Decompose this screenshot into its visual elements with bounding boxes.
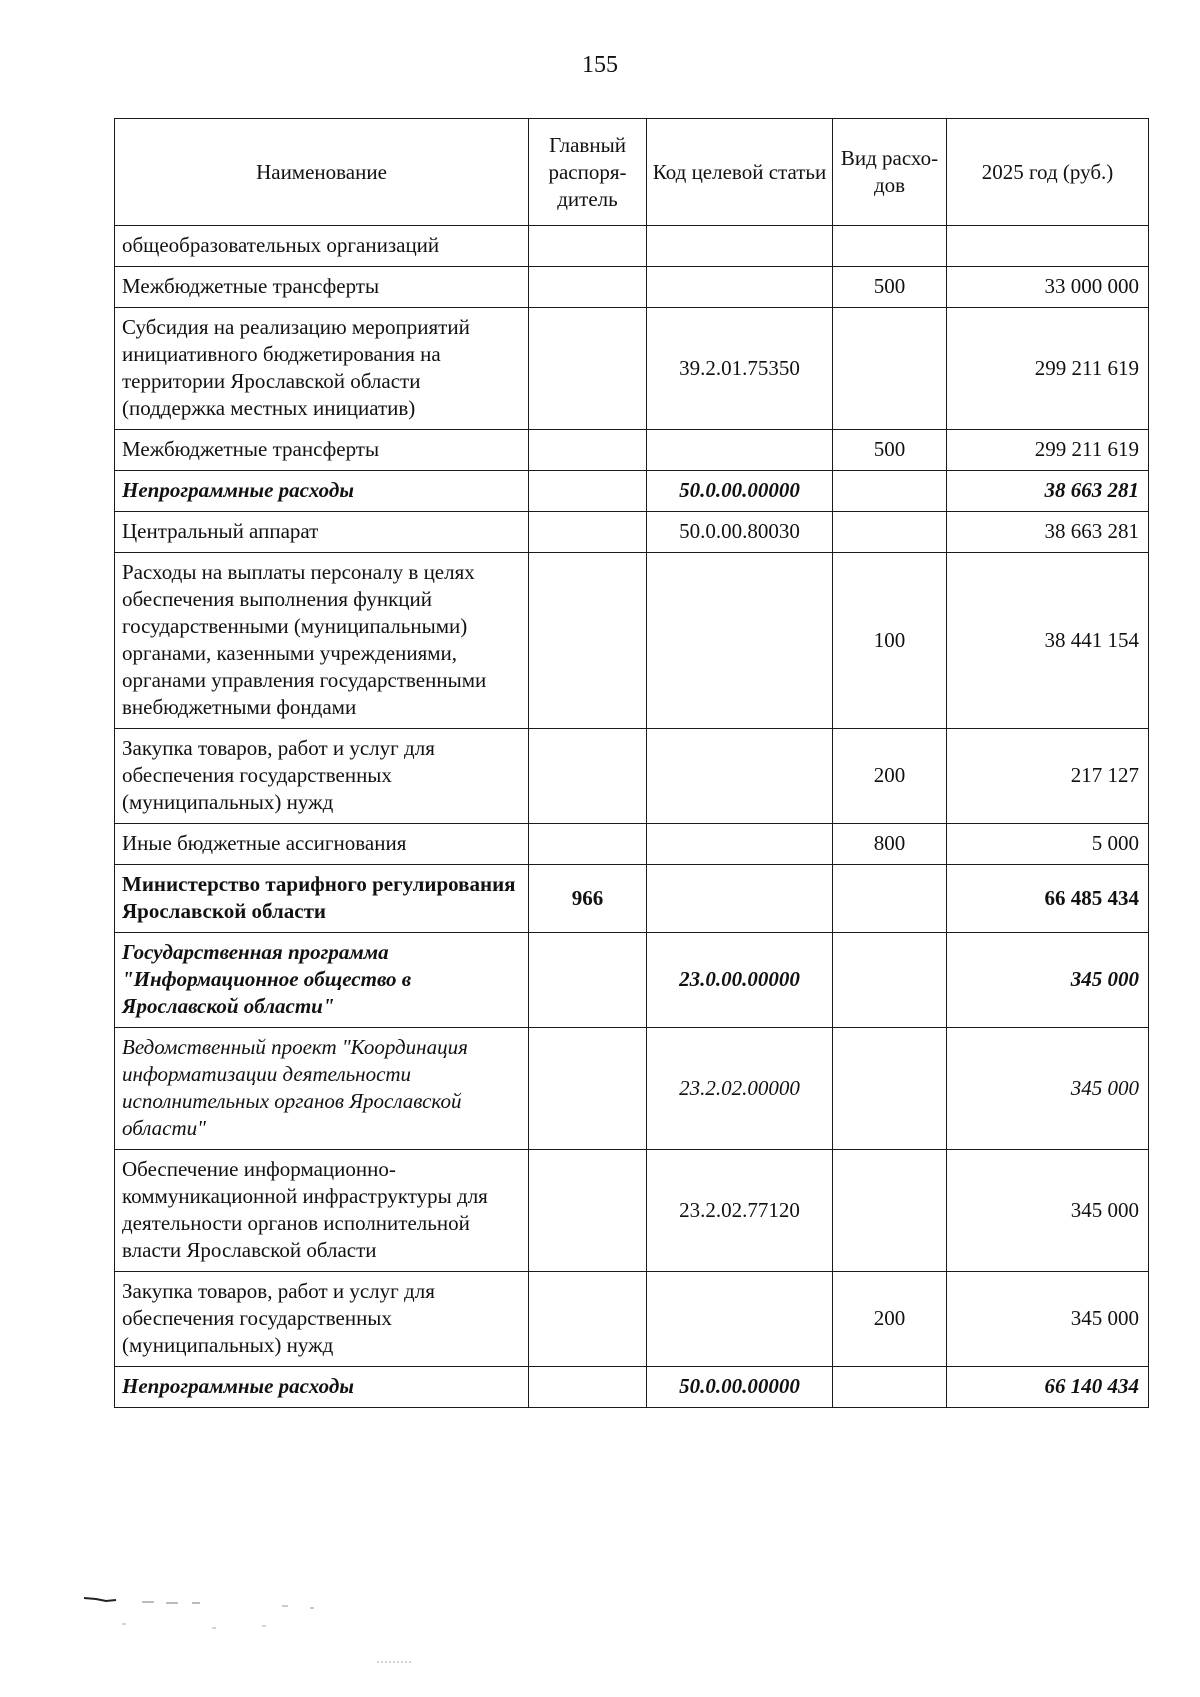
cell-sum: 299 211 619 (947, 308, 1149, 430)
cell-name: Иные бюджетные ассигнования (115, 824, 529, 865)
cell-admin (529, 1367, 647, 1408)
cell-admin: 966 (529, 865, 647, 933)
cell-type (833, 512, 947, 553)
cell-admin (529, 824, 647, 865)
table-row (115, 933, 1149, 1028)
cell-admin (529, 430, 647, 471)
cell-code (647, 865, 833, 933)
header-name: Наименование (115, 119, 529, 226)
cell-name: Расходы на выплаты персоналу в целях обеспечения выполнения функций государственными (муниципальными) органами, казенными учреждениями, органами управления государственными внебюджетными фондами (115, 553, 529, 729)
cell-sum: 345 000 (947, 1272, 1149, 1367)
header-admin: Главный распоря-дитель (529, 119, 647, 226)
cell-sum: 217 127 (947, 729, 1149, 824)
table-row (115, 430, 1149, 471)
cell-type (833, 1028, 947, 1150)
table-row (115, 471, 1149, 512)
cell-sum: 299 211 619 (947, 430, 1149, 471)
cell-admin (529, 308, 647, 430)
cell-code: 23.2.02.77120 (647, 1150, 833, 1272)
cell-name: общеобразовательных организаций (115, 226, 529, 267)
cell-code: 39.2.01.75350 (647, 308, 833, 430)
cell-admin (529, 729, 647, 824)
cell-type: 500 (833, 430, 947, 471)
scan-artifact (82, 1588, 502, 1668)
cell-sum: 345 000 (947, 933, 1149, 1028)
cell-code (647, 729, 833, 824)
cell-code (647, 267, 833, 308)
cell-admin (529, 933, 647, 1028)
cell-admin (529, 1028, 647, 1150)
table-row (115, 1028, 1149, 1150)
cell-admin (529, 267, 647, 308)
cell-type: 500 (833, 267, 947, 308)
table-row (115, 729, 1149, 824)
table-row (115, 512, 1149, 553)
cell-type (833, 1367, 947, 1408)
cell-admin (529, 553, 647, 729)
cell-code: 23.0.00.00000 (647, 933, 833, 1028)
table-row (115, 1272, 1149, 1367)
cell-admin (529, 226, 647, 267)
cell-type (833, 1150, 947, 1272)
table-row (115, 824, 1149, 865)
table-body (115, 226, 1149, 1408)
header-code: Код целевой статьи (647, 119, 833, 226)
cell-code (647, 553, 833, 729)
cell-name: Ведомственный проект "Координация информатизации деятельности исполнительных органов Ярославской области" (115, 1028, 529, 1150)
cell-code: 23.2.02.00000 (647, 1028, 833, 1150)
table-row (115, 865, 1149, 933)
cell-sum: 345 000 (947, 1150, 1149, 1272)
cell-type: 800 (833, 824, 947, 865)
page-number: 155 (582, 52, 618, 78)
cell-type (833, 865, 947, 933)
header-sum: 2025 год (руб.) (947, 119, 1149, 226)
cell-sum: 345 000 (947, 1028, 1149, 1150)
budget-table (114, 118, 1149, 1408)
table-header-row (115, 119, 1149, 226)
table-row (115, 553, 1149, 729)
table-row (115, 308, 1149, 430)
cell-name: Непрограммные расходы (115, 1367, 529, 1408)
cell-code (647, 430, 833, 471)
cell-type: 200 (833, 1272, 947, 1367)
cell-type: 100 (833, 553, 947, 729)
cell-admin (529, 471, 647, 512)
cell-code (647, 824, 833, 865)
cell-sum: 66 140 434 (947, 1367, 1149, 1408)
cell-name: Закупка товаров, работ и услуг для обеспечения государственных (муниципальных) нужд (115, 1272, 529, 1367)
cell-name: Межбюджетные трансферты (115, 430, 529, 471)
cell-code: 50.0.00.00000 (647, 1367, 833, 1408)
table-row (115, 267, 1149, 308)
cell-sum: 66 485 434 (947, 865, 1149, 933)
cell-admin (529, 1150, 647, 1272)
cell-sum: 33 000 000 (947, 267, 1149, 308)
cell-type (833, 933, 947, 1028)
cell-name: Закупка товаров, работ и услуг для обеспечения государственных (муниципальных) нужд (115, 729, 529, 824)
cell-type (833, 226, 947, 267)
cell-admin (529, 512, 647, 553)
cell-name: Обеспечение информационно-коммуникационной инфраструктуры для деятельности органов исполнительной власти Ярославской области (115, 1150, 529, 1272)
cell-sum: 38 663 281 (947, 512, 1149, 553)
cell-sum (947, 226, 1149, 267)
cell-name: Государственная программа "Информационное общество в Ярославской области" (115, 933, 529, 1028)
cell-type (833, 308, 947, 430)
cell-sum: 38 663 281 (947, 471, 1149, 512)
cell-admin (529, 1272, 647, 1367)
cell-code: 50.0.00.00000 (647, 471, 833, 512)
cell-name: Субсидия на реализацию мероприятий инициативного бюджетирования на территории Ярославской области (поддержка местных инициатив) (115, 308, 529, 430)
cell-name: Межбюджетные трансферты (115, 267, 529, 308)
cell-type (833, 471, 947, 512)
cell-name: Центральный аппарат (115, 512, 529, 553)
header-type: Вид расхо-дов (833, 119, 947, 226)
table-row (115, 226, 1149, 267)
cell-code (647, 1272, 833, 1367)
cell-name: Непрограммные расходы (115, 471, 529, 512)
cell-code (647, 226, 833, 267)
cell-name: Министерство тарифного регулирования Ярославской области (115, 865, 529, 933)
cell-sum: 5 000 (947, 824, 1149, 865)
cell-type: 200 (833, 729, 947, 824)
cell-code: 50.0.00.80030 (647, 512, 833, 553)
cell-sum: 38 441 154 (947, 553, 1149, 729)
table-row (115, 1367, 1149, 1408)
table-row (115, 1150, 1149, 1272)
